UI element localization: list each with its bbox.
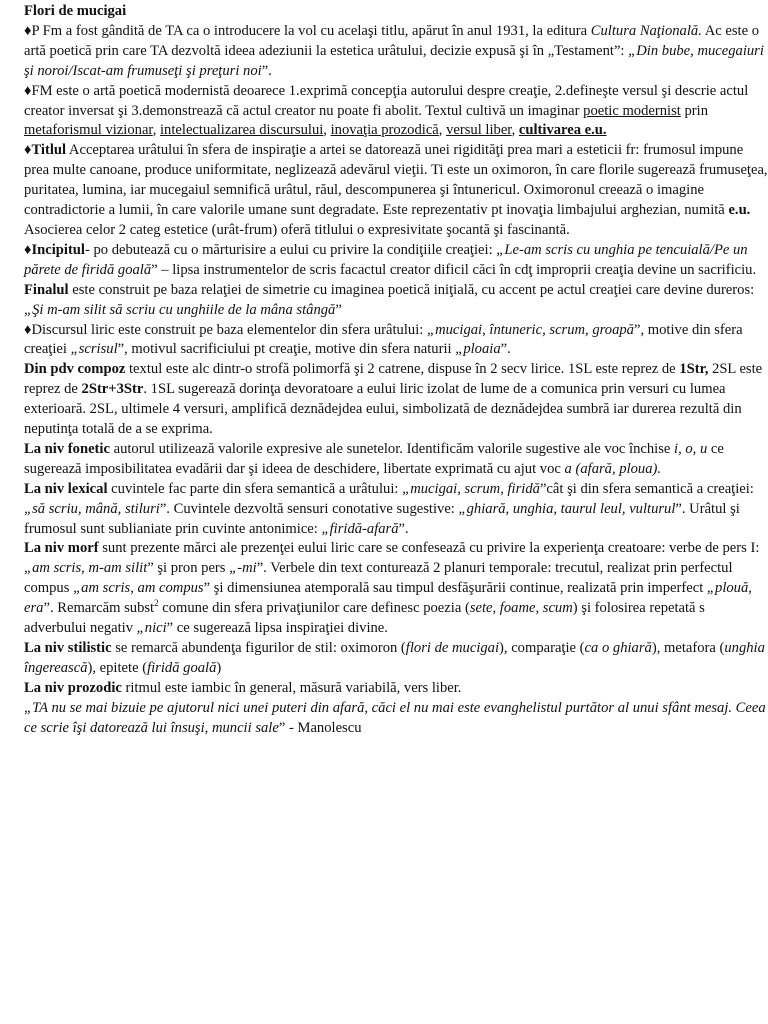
- italic-text: unghia îngerească: [24, 640, 765, 676]
- underlined-bold-text: cultivarea e.u.: [518, 122, 607, 139]
- italic-text: firidă goală: [147, 659, 217, 676]
- text: ): [216, 659, 222, 676]
- text: ,: [438, 122, 447, 139]
- underlined-text: intelectualizarea discursului: [160, 122, 324, 139]
- paragraph-citat-manolescu: [24, 699, 768, 739]
- bold-text: Titlul: [31, 142, 67, 159]
- paragraph-lexical: [24, 480, 768, 540]
- paragraph-discurs: [24, 321, 768, 361]
- quote-text: „ghiară, unghia, taurul leul, vulturul: [458, 500, 676, 517]
- bullet: ♦: [24, 241, 32, 258]
- bold-text: Finalul: [24, 281, 69, 298]
- text: autorul utilizează valorile expresive ale sunetelor. Identificăm valorile sugestive ale voc închise: [109, 440, 675, 457]
- text: ” şi pron pers: [147, 560, 230, 577]
- text: ”. Remarcăm subst: [43, 600, 155, 617]
- paragraph-prozodic: [24, 679, 768, 699]
- quote-text: „Din bube, mucegaiuri şi noroi/Iscat-am frumuseţi şi preţuri noi: [24, 42, 764, 79]
- text: ”.: [500, 341, 511, 358]
- paragraph-art-poetica: [24, 82, 768, 142]
- text: . 1SL sugerează dorinţa devoratoare a eului liric izolat de lume de a comunica prin versuri cu lumea exterioară. 2SL, ultimele 4 versuri, amplifică deznădejdea eului, simbolizată de deznădejdea sumbră iar durerea rezultă din neputinţa totală de a se exprima.: [24, 381, 742, 438]
- text: ” - Manolescu: [278, 719, 362, 736]
- paragraph-incipit: [24, 241, 768, 321]
- text: - po debutează cu o mărturisire a eului cu privire la condiţiile creaţiei:: [84, 241, 497, 258]
- text: ,: [323, 122, 331, 139]
- italic-text: sete, foame, scum: [469, 600, 573, 617]
- quote-text: „scrisul: [70, 341, 118, 358]
- text: ” – lipsa instrumentelor de scris facactul creator dificil căci în cdţ improprii creaţia devine un sacrificiu.: [151, 261, 757, 278]
- text: ”, motive din sfera creaţiei: [24, 321, 743, 358]
- paragraph-titlul: [24, 141, 768, 241]
- quote-text: „TA nu se mai bizuie pe ajutorul nici unei puteri din afară, căci el nu mai este evanghelistul purtător al unui sfânt mesaj. Ceea ce scrie îşi datorează lui însuşi, muncii sale: [24, 699, 766, 736]
- bold-text: La niv prozodic: [24, 679, 122, 696]
- italic-text: a (afară, ploua).: [564, 460, 662, 477]
- underlined-text: metaforismul vizionar: [24, 122, 153, 139]
- text: ”.: [261, 62, 272, 79]
- text: ♦P Fm a fost gândită de TA ca o introducere la vol cu acelaşi titlu, apărut în anul 1931, la editura: [24, 22, 591, 39]
- text: ”cât şi din sfera semantică a creaţiei:: [539, 480, 754, 497]
- bold-text: Din pdv compoz: [24, 361, 126, 378]
- text: ”.: [398, 520, 409, 537]
- text: ,: [511, 122, 519, 139]
- underlined-text: inovaţia prozodică: [330, 122, 439, 139]
- quote-text: „am scris, m-am silit: [24, 560, 148, 577]
- bullet: ♦: [24, 142, 32, 159]
- text: ” ce sugerează lipsa inspiraţiei divine.: [166, 620, 388, 637]
- text: ) şi folosirea repetată s adverbului negativ: [24, 600, 705, 637]
- text: 2SL este reprez de: [24, 361, 763, 398]
- quote-text: „plouă, era: [24, 580, 752, 617]
- quote-text: „mucigai, întuneric, scrum, groapă: [426, 321, 634, 338]
- text: sunt prezente mărci ale prezenţei eului liric care se confesează cu privire la experienţa creatoare: verbe de pers I:: [98, 540, 760, 557]
- text: comune din sfera privaţiunilor care definesc poezia (: [158, 600, 470, 617]
- text: ), comparaţie (: [499, 640, 585, 656]
- text: prin: [680, 102, 708, 119]
- text: ”, motivul sacrificiului pt creaţie, motive din sfera naturii: [117, 341, 456, 358]
- text: ritmul este iambic în general, măsură variabilă, vers liber.: [121, 679, 462, 696]
- text: ), metafora (: [651, 640, 725, 656]
- bold-text: La niv stilistic: [24, 640, 112, 656]
- text: se remarcă abundenţa figurilor de stil: oximoron (: [111, 640, 406, 656]
- underlined-text: poetic modernist: [583, 102, 681, 119]
- text: Ac este o artă poetică prin care TA dezvoltă ideea adeziunii la estetica urâtului, decizie expusă şi în „Testament”:: [24, 22, 760, 59]
- paragraph-intro: [24, 22, 768, 82]
- quote-text: „să scriu, mână, stiluri: [24, 500, 160, 517]
- paragraph-fonetic: [24, 440, 768, 480]
- italic-text: Cultura Naţională.: [590, 22, 702, 39]
- italic-text: i, o, u: [674, 440, 708, 457]
- text: ♦FM este o artă poetică modernistă deoarece 1.exprimă concepţia autorului despre creaţie, 2.defineşte versul şi descrie actul creator inversat şi 3.demonstrează că actul creator nu poate fi abolit. Textul cultivă un imaginar: [24, 82, 749, 119]
- text: Asocierea celor 2 categ estetice (urât-frum) oferă titlului o expresivitate şocantă şi fascinantă.: [24, 221, 570, 238]
- quote-text: „-mi: [229, 560, 257, 577]
- paragraph-compozitie: [24, 360, 768, 440]
- superscript: 2: [154, 598, 159, 609]
- text: ,: [152, 122, 160, 139]
- bold-text: Incipitul: [31, 241, 85, 258]
- text: ”. Cuvintele dezvoltă sensuri conotative sugestive:: [159, 500, 459, 517]
- text: ”. Verbele din text conturează 2 planuri temporale: trecutul, realizat prin perfectul compus: [24, 560, 733, 597]
- paragraph-stilistic: [24, 639, 768, 679]
- quote-text: „Le-am scris cu unghia pe tencuială/Pe un părete de firidă goală: [24, 241, 748, 278]
- document-title: Flori de mucigai: [24, 3, 127, 19]
- text: ), epitete (: [87, 659, 148, 676]
- bold-text: La niv fonetic: [24, 440, 110, 457]
- text: ” şi dimensiunea atemporală sau timpul desfăşurării continue, realizată prin imperfect: [203, 580, 707, 597]
- bold-text: e.u.: [728, 202, 751, 219]
- italic-text: flori de mucigai: [405, 640, 500, 656]
- quote-text: „ploaia: [455, 341, 501, 358]
- text: cuvintele fac parte din sfera semantică a urâtului:: [107, 480, 403, 497]
- bold-text: 1Str,: [679, 361, 709, 378]
- text: ”: [335, 301, 342, 318]
- quote-text: „am scris, am compus: [73, 580, 204, 597]
- italic-text: ca o ghiară: [584, 640, 652, 656]
- text: ”. Urâtul şi frumosul sunt sublianiate prin cuvinte antonimice:: [24, 500, 740, 537]
- text: Acceptarea urâtului în sfera de inspiraţie a artei se datorează unei rigidităţi prea mari a esteticii fr: frumosul impune prea multe canoane, produce uniformitate, neglizează adevărul vieţii. Ti este un oximoron, în care florile sugerează frumuseţea, puritatea, lumina, iar mucegaiul semnifică urâtul, răul, descompunerea şi întunericul. Oximoronul creează o imagine contradictorie a lumii, în care valorile umane sunt degradate. Este reprezentativ pt inovaţia limbajului arghezian, numită: [24, 142, 768, 219]
- text: ce sugerează imposibilitatea evadării dar şi ideea de deschidere, libertate exprimată cu ajut voc: [24, 440, 724, 477]
- text: ♦Discursul liric este construit pe baza elementelor din sfera urâtului:: [24, 321, 427, 338]
- text: textul este alc dintr-o strofă polimorfă şi 2 catrene, dispuse în 2 secv lirice. 1SL este reprez de: [125, 361, 680, 378]
- bold-text: La niv morf: [24, 540, 99, 557]
- quote-text: „firidă-afară: [321, 520, 399, 537]
- quote-text: „mucigai, scrum, firidă: [402, 480, 540, 497]
- underlined-text: versul liber: [446, 122, 512, 139]
- quote-text: „nici: [136, 620, 167, 637]
- quote-text: „Şi m-am silit să scriu cu unghiile de la mâna stângă: [24, 301, 336, 318]
- text: este construit pe baza relaţiei de simetrie cu imaginea poetică iniţială, cu accent pe actul creaţiei care devine dureros:: [68, 281, 755, 298]
- bold-text: La niv lexical: [24, 480, 108, 497]
- paragraph-morfologic: [24, 539, 768, 639]
- bold-text: 2Str+3Str: [81, 381, 144, 398]
